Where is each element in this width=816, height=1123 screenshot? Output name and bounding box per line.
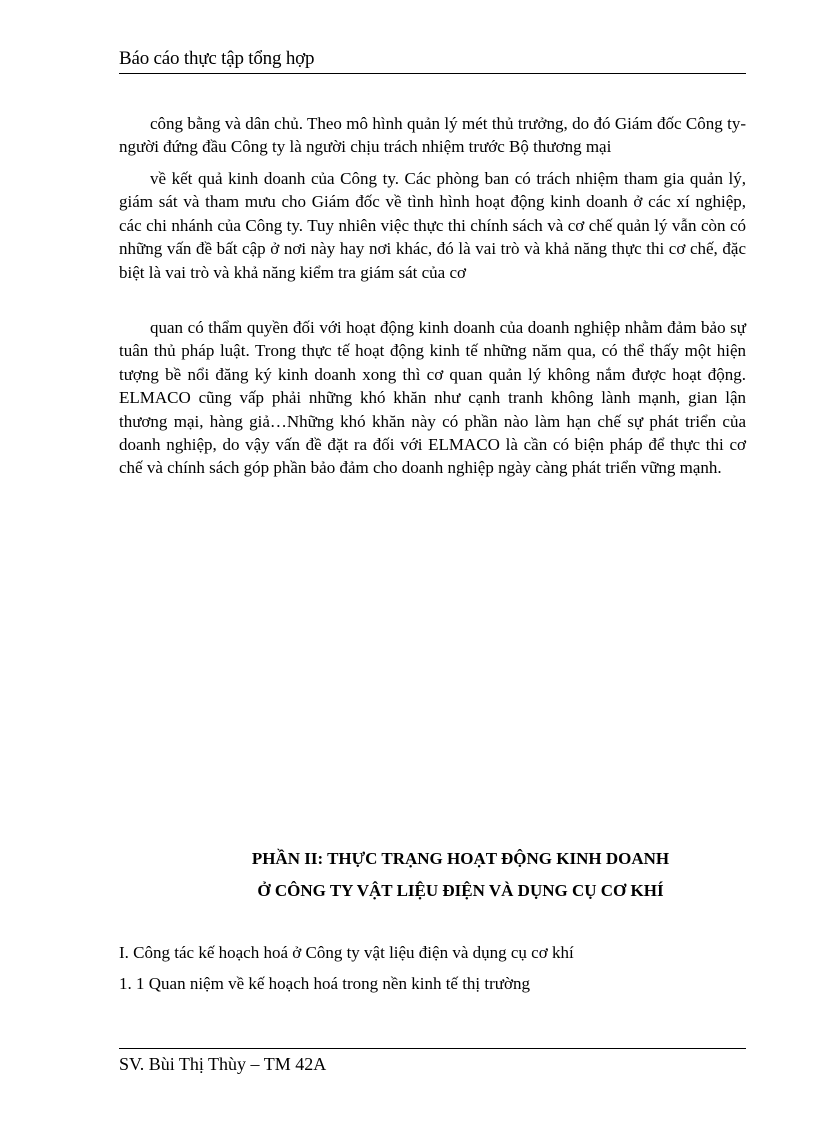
footer-divider — [119, 1048, 746, 1049]
body-paragraph-3: quan có thẩm quyền đối với hoạt động kinh doanh của doanh nghiệp nhằm đảm bảo sự tuân thủ pháp luật. Trong thực tế hoạt động kinh tế những năm qua, có thể thấy một hiện tượng bề nổi đăng ký kinh doanh xong thì cơ quan quản lý không nắm được hoạt động. ELMACO cũng vấp phải những khó khăn như cạnh tranh không lành mạnh, gian lận thương mại, hàng giả…Những khó khăn này có phần nào làm hạn chế sự phát triển của doanh nghiệp, do vậy vấn đề đặt ra đối với ELMACO là cần có biện pháp để thực thi cơ chế và chính sách góp phần bảo đảm cho doanh nghiệp ngày càng phát triển vững mạnh. — [119, 318, 746, 478]
section-title-line-1: PHẦN II: THỰC TRẠNG HOẠT ĐỘNG KINH DOANH — [251, 849, 670, 868]
body-paragraph-1: công bằng và dân chủ. Theo mô hình quản lý mét thủ trưởng, do đó Giám đốc Công ty- người đứng đầu Công ty là người chịu trách nhiệm trước Bộ thương mại — [119, 114, 746, 157]
page-header-title: Báo cáo thực tập tổng hợp — [119, 48, 315, 69]
page-footer-author: SV. Bùi Thị Thùy – TM 42A — [119, 1054, 327, 1074]
section-heading-1: I. Công tác kế hoạch hoá ở Công ty vật liệu điện và dụng cụ cơ khí — [119, 943, 574, 962]
subsection-heading-1-1: 1. 1 Quan niệm về kế hoạch hoá trong nền kinh tế thị trường — [119, 974, 530, 993]
body-paragraph-2: về kết quả kinh doanh của Công ty. Các phòng ban có trách nhiệm tham gia quản lý, giám sát và tham mưu cho Giám đốc về tình hình hoạt động kinh doanh ở các xí nghiệp, các chi nhánh của Công ty. Tuy nhiên việc thực thi chính sách và cơ chế quản lý vẫn còn có những vấn đề bất cập ở nơi này hay nơi khác, đó là vai trò và khả năng thực thi cơ chế, đặc biệt là vai trò và khả năng kiểm tra giám sát của cơ — [119, 169, 746, 282]
section-title-line-2: Ở CÔNG TY VẬT LIỆU ĐIỆN VÀ DỤNG CỤ CƠ KHÍ — [257, 881, 664, 900]
header-divider — [119, 73, 746, 74]
